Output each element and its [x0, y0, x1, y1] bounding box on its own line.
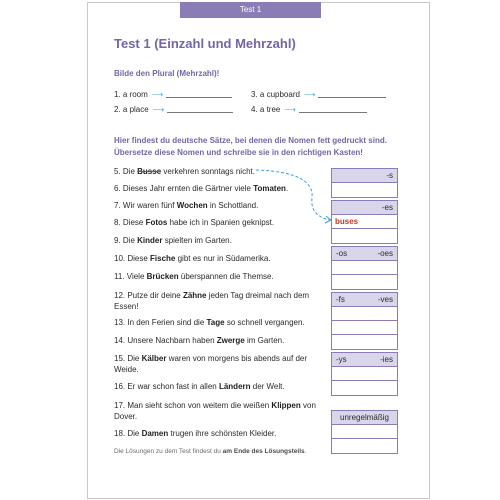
sentence-7	[114, 200, 324, 211]
bold-noun: Kälber	[141, 354, 167, 363]
bold-noun: Klippen	[271, 401, 301, 410]
box-header: unregelmäßig	[332, 411, 397, 425]
box-row[interactable]	[332, 439, 397, 453]
sentence-8	[114, 217, 324, 228]
bold-noun: Brücken	[146, 272, 179, 281]
sentence-14	[114, 335, 324, 346]
sentence-text: jeden Tag dreimal nach dem Essen!	[114, 291, 310, 311]
sentence-9	[114, 235, 324, 246]
box-header: -es	[332, 201, 397, 215]
footer-note: Die Lösungen zu dem Test findest du am Ende des Lösungsteils.	[114, 448, 307, 455]
sentence-text: 15. Die	[114, 354, 142, 363]
sentence-text: so schnell vergangen.	[224, 318, 305, 327]
box-fs-ves	[331, 292, 398, 350]
sentence-text: 9. Die	[114, 236, 138, 245]
header-tab: Test 1	[180, 2, 321, 18]
bold-noun: Zwerge	[216, 336, 245, 345]
sentence-17	[114, 400, 324, 422]
bold-noun: Damen	[141, 429, 169, 438]
sentence-text: in Schottland.	[207, 201, 259, 210]
sentence-text: 13. In den Ferien sind die	[114, 318, 207, 327]
plural-item-label: 2. a place	[114, 105, 149, 114]
sentence-12	[114, 290, 324, 312]
arrow-right-icon: ⟶	[303, 90, 316, 99]
bold-noun: Ländern	[218, 382, 251, 391]
plural-item-label: 3. a cupboard	[251, 90, 300, 99]
sentence-text: habe ich in Spanien geknipst.	[167, 218, 275, 227]
sentence-text: von Dover.	[114, 401, 316, 421]
box-row[interactable]	[332, 183, 397, 197]
bold-noun: Busse	[137, 167, 162, 176]
answer-blank[interactable]	[167, 112, 233, 113]
section1-heading: Bilde den Plural (Mehrzahl)!	[114, 69, 220, 78]
box-row[interactable]	[332, 321, 397, 335]
plural-item-label: 4. a tree	[251, 105, 281, 114]
sentence-text: waren von morgens bis abends auf der Weide.	[114, 354, 308, 374]
box-es	[331, 200, 398, 244]
box-os-oes	[331, 246, 398, 290]
box-s	[331, 168, 398, 198]
plural-item-4	[251, 105, 367, 115]
sentence-text: 10. Diese	[114, 254, 151, 263]
box-ys-ies	[331, 352, 398, 396]
sentence-text: .	[285, 184, 289, 193]
section2-heading: Hier findest du deutsche Sätze, bei denen die Nomen fett gedruckt sind. Übersetze diese Nomen und schreibe sie in den richtigen Kasten!	[114, 136, 387, 157]
sentence-text: 14. Unsere Nachbarn haben	[114, 336, 217, 345]
box-row[interactable]	[332, 229, 397, 243]
sentence-6	[114, 183, 324, 194]
box-row[interactable]	[332, 275, 397, 289]
plural-item-label: 1. a room	[114, 90, 148, 99]
sentence-text: verkehren sonntags nicht.	[161, 167, 255, 176]
sentence-text: 18. Die	[114, 429, 142, 438]
answer-blank[interactable]	[166, 97, 232, 98]
bold-noun: Kinder	[137, 236, 163, 245]
box-header: -s	[332, 169, 397, 183]
sentence-text: 17. Man sieht schon von weitem die weißen	[114, 401, 272, 410]
sentence-18	[114, 428, 324, 439]
box-row[interactable]	[332, 367, 397, 381]
box-row[interactable]	[332, 335, 397, 349]
answer-blank[interactable]	[318, 97, 386, 98]
sentence-15	[114, 353, 324, 375]
bold-noun: Zähne	[182, 291, 207, 300]
arrow-right-icon: ⟶	[151, 90, 164, 99]
sentence-text: 5. Die	[114, 167, 138, 176]
sentence-16	[114, 381, 324, 392]
box-row[interactable]	[332, 307, 397, 321]
sentence-text: 7. Wir waren fünf	[114, 201, 177, 210]
box-answer-buses[interactable]: buses	[332, 215, 397, 229]
bold-noun: Fische	[150, 254, 176, 263]
sentence-text: 11. Viele	[114, 272, 147, 281]
box-row[interactable]	[332, 425, 397, 439]
sentence-10	[114, 253, 324, 264]
bold-noun: Tage	[206, 318, 225, 327]
box-header: -os -oes	[332, 247, 397, 261]
sentence-5	[114, 166, 324, 177]
bold-noun: Fotos	[145, 218, 168, 227]
arrow-right-icon: ⟶	[284, 105, 296, 114]
sentence-text: der Welt.	[250, 382, 285, 391]
sentence-text: im Garten.	[244, 336, 285, 345]
sentence-text: trugen ihre schönsten Kleider.	[168, 429, 277, 438]
box-header: -fs -ves	[332, 293, 397, 307]
sentence-text: 12. Putze dir deine	[114, 291, 183, 300]
sentence-text: 16. Er war schon fast in allen	[114, 382, 219, 391]
plural-item-2	[114, 105, 233, 115]
box-row[interactable]	[332, 261, 397, 275]
plural-item-1	[114, 90, 232, 100]
sentence-11	[114, 271, 324, 282]
page-title: Test 1 (Einzahl und Mehrzahl)	[114, 36, 296, 51]
sentence-text: 6. Dieses Jahr ernten die Gärtner viele	[114, 184, 254, 193]
sentence-text: 8. Diese	[114, 218, 146, 227]
box-row[interactable]	[332, 381, 397, 395]
arrow-right-icon: ⟶	[152, 105, 165, 114]
sentence-text: gibt es nur in Südamerika.	[175, 254, 271, 263]
box-header: -ys -ies	[332, 353, 397, 367]
answer-blank[interactable]	[299, 112, 367, 113]
bold-noun: Tomaten	[253, 184, 286, 193]
sentence-text: überspannen die Themse.	[178, 272, 274, 281]
box-unregelmaessig	[331, 410, 398, 454]
bold-noun: Wochen	[176, 201, 208, 210]
plural-item-3	[251, 90, 386, 100]
sentence-text: spielten im Garten.	[162, 236, 232, 245]
sentence-13	[114, 317, 324, 328]
